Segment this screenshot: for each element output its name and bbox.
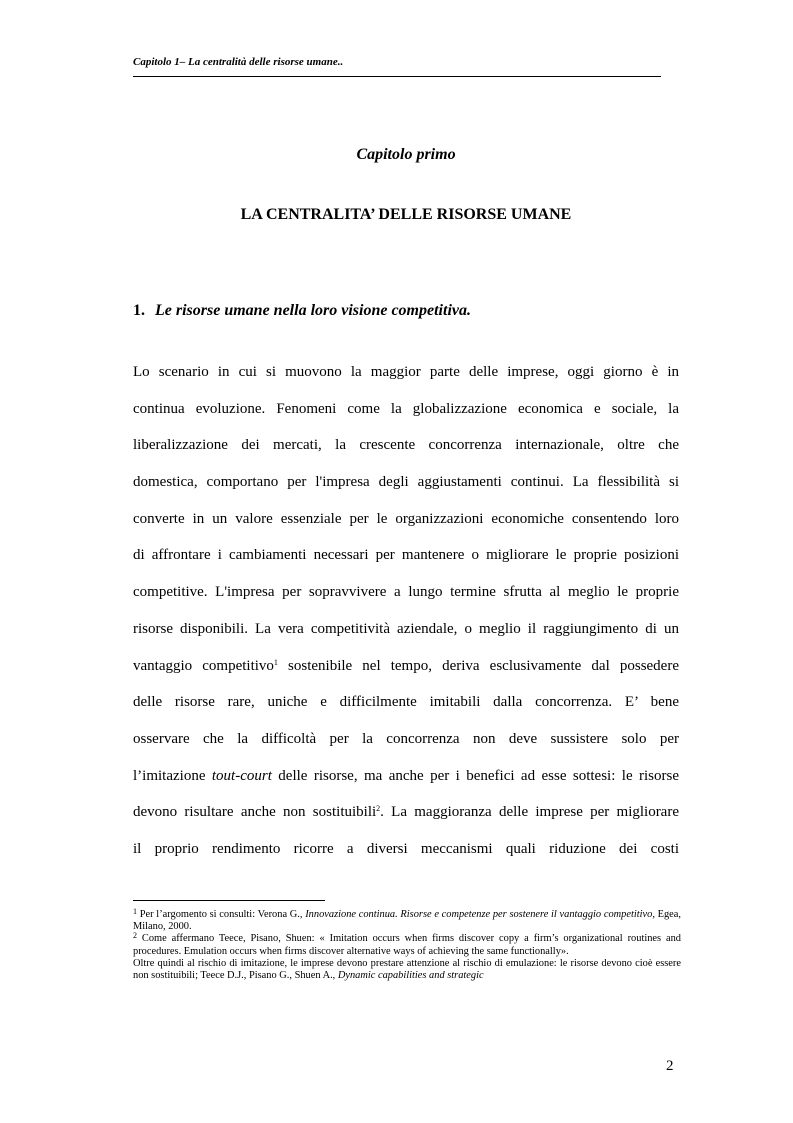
body-text-segment: . La maggioranza delle imprese per migliorare bbox=[380, 804, 679, 821]
body-line: converte in un valore essenziale per le organizzazioni economiche consentendo loro bbox=[133, 510, 679, 527]
body-line: osservare che la difficoltà per la concorrenza non deve sussistere solo per bbox=[133, 730, 679, 747]
body-text-segment: sostenibile nel tempo, deriva esclusivamente dal possedere bbox=[277, 657, 679, 674]
footnote-1 bbox=[133, 909, 681, 933]
body-text-segment: vantaggio competitivo bbox=[133, 657, 274, 674]
footnote-italic: Innovazione continua. Risorse e competenze per sostenere il vantaggio competitivo bbox=[305, 909, 653, 920]
footnote-number: 2 bbox=[133, 931, 137, 941]
chapter-label: Capitolo primo bbox=[356, 146, 456, 163]
footnote-italic: Dynamic capabilities and strategic bbox=[337, 970, 484, 982]
body-line: continua evoluzione. Fenomeni come la globalizzazione economica e sociale, la bbox=[133, 400, 679, 417]
body-line: delle risorse rare, uniche e difficilmente imitabili dalla concorrenza. E’ bene bbox=[133, 694, 679, 711]
footnote-text: Oltre quindi al rischio di imitazione, le imprese devono prestare attenzione al rischio di emulazione: le risorse devono cioè essere non sostituibili; Teece D.J., Pisano G., Shuen A., bbox=[133, 957, 681, 982]
body-line: competitive. L'impresa per sopravvivere a lungo termine sfrutta al meglio le proprie bbox=[133, 584, 679, 601]
body-text-segment: l’imitazione bbox=[133, 767, 212, 784]
body-line: di affrontare i cambiamenti necessari per mantenere o migliorare le proprie posizioni bbox=[133, 547, 679, 564]
footnote-ref-2[interactable]: 2 bbox=[376, 804, 381, 814]
footnote-text: , Egea, Milano, 2000. bbox=[133, 909, 682, 933]
footnotes bbox=[133, 909, 681, 982]
body-text-segment: devono risultare anche non sostituibili bbox=[133, 804, 377, 821]
body-line: liberalizzazione dei mercati, la crescente concorrenza internazionale, oltre che bbox=[133, 437, 679, 454]
footnote-2-cont bbox=[133, 958, 681, 982]
body-line: il proprio rendimento ricorre a diversi meccanismi quali riduzione dei costi bbox=[133, 840, 679, 857]
body-line bbox=[133, 764, 679, 801]
body-paragraph bbox=[133, 360, 679, 874]
body-line bbox=[133, 800, 679, 837]
body-line: risorse disponibili. La vera competitività aziendale, o meglio il raggiungimento di un bbox=[133, 620, 679, 637]
section-heading bbox=[133, 302, 679, 320]
footnote-number: 1 bbox=[133, 907, 137, 916]
body-line: Lo scenario in cui si muovono la maggior parte delle imprese, oggi giorno è in bbox=[133, 364, 679, 380]
running-head: Capitolo 1– La centralità delle risorse umane.. bbox=[133, 56, 344, 68]
italic-term: tout-court bbox=[211, 767, 272, 784]
chapter-title: LA CENTRALITA’ DELLE RISORSE UMANE bbox=[240, 206, 572, 223]
body-line: domestica, comportano per l'impresa degli aggiustamenti continui. La flessibilità si bbox=[133, 474, 679, 491]
footnote-text: Per l’argomento si consulti: Verona G., bbox=[137, 909, 306, 920]
section-number: 1. bbox=[133, 302, 145, 319]
section-title: Le risorse umane nella loro visione competitiva. bbox=[155, 302, 471, 319]
footnote-separator bbox=[133, 900, 325, 901]
footnote-ref-1[interactable]: 1 bbox=[273, 657, 278, 667]
header-rule bbox=[133, 76, 661, 77]
body-line bbox=[133, 654, 679, 691]
footnote-text: Come affermano Teece, Pisano, Shuen: « Imitation occurs when firms discover copy a firm’s organizational routines and procedures. Emulation occurs when firms discover alternative ways of achieving the same functionally». bbox=[133, 933, 681, 957]
body-text-segment: delle risorse, ma anche per i benefici ad esse sottesi: le risorse bbox=[271, 767, 680, 784]
footnote-2 bbox=[133, 933, 681, 957]
page-number: 2 bbox=[666, 1058, 674, 1074]
